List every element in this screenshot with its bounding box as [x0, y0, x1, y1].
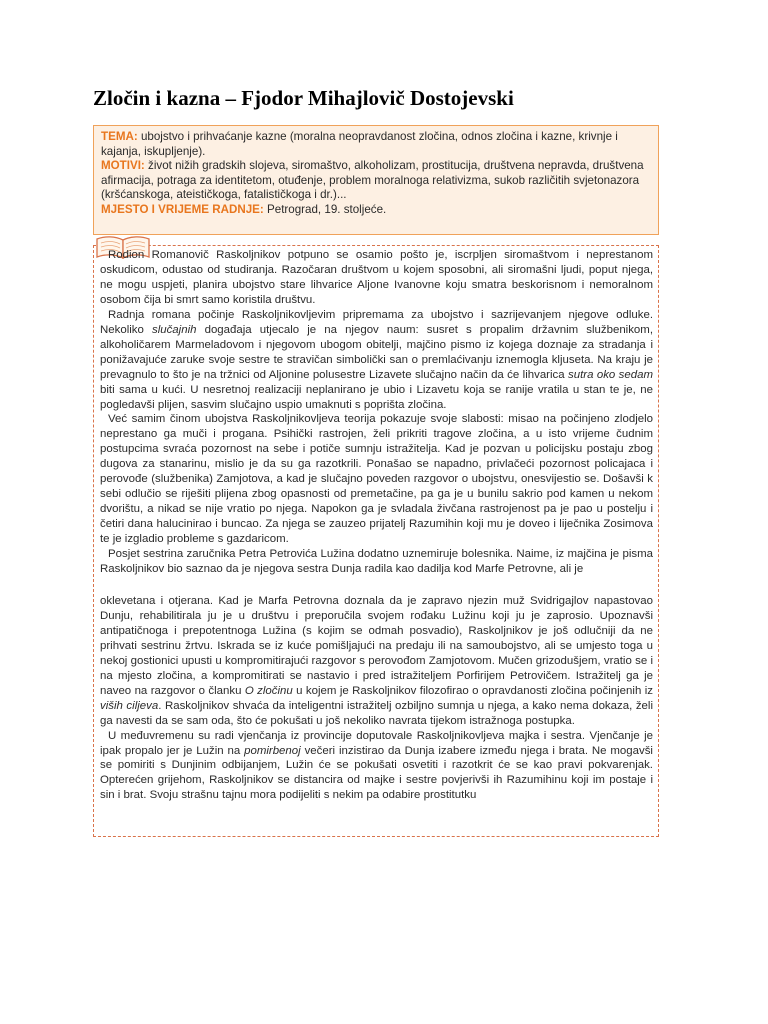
page-title: Zločin i kazna – Fjodor Mihajlovič Dostojevski [93, 86, 514, 110]
body-text-part1 [100, 248, 653, 577]
mjesto-row [101, 203, 652, 218]
paragraph: Radnja romana počinje Raskoljnikovljevim pripremama za ubojstvo i sazrijevanjem njegove odluke. Nekoliko slučajnih događaja utjecalo je na njegov naum: susret s propalim državnim službenikom, alkoholičarem Marmeladovom i njegovom ubogom obitelji, majčino pismo iz kojega doznaje za stradanja i ponižavajuće zaruke svoje sestre te stravičan simbolički san o premlaćivanju iznemogla kljuseta. Na kraju je prevagnulo to što je na tržnici od Aljonine polusestre Lizavete slučajno način da će lihvarica sutra oko sedam biti sama u kući. U nesretnoj realizaciji neplanirano je ubio i Lizavetu koja se ranije vratila u stan te je, ne pogledavši plijen, sasvim slučajno uspio umaknuti s poprišta zločina. [100, 308, 654, 411]
motivi-text: život nižih gradskih slojeva, siromaštvo, alkoholizam, prostitucija, društvena nepravda, društvena afirmacija, potraga za identitetom, otuđenje, problem moralnoga relativizma, sukob različitih svjetonazora (kršćanskoga, ateističkoga, fatalističkoga i dr.)... [101, 159, 644, 202]
paragraph: U međuvremenu su radi vjenčanja iz provincije doputovale Raskoljnikovljeva majka i sestra. Vjenčanje je ipak propalo jer je Lužin na pomirbenoj večeri inzistirao da Dunja izabere između njega i brata. Ne mogavši se pomiriti s Dunjinim odbijanjem, Lužin će se pokušati osvetiti i razotkrit će se kao pravi pokvarenjak. Opterećen grijehom, Raskoljnikov se distancira od majke i sestre povjerivši ih Razumihinu koji im postaje i sin i brat. Svoju strašnu tajnu mora podijeliti s nekim pa odabire prostitutku [100, 729, 653, 802]
motivi-label: MOTIVI: [101, 159, 145, 173]
motivi-row [101, 159, 652, 203]
paragraph: Posjet sestrina zaručnika Petra Petrovića Lužina dodatno uznemiruje bolesnika. Naime, iz majčina je pisma Raskoljnikov bio saznao da je njegova sestra Dunja radila kao dadilja kod Marfe Petrovne, ali je [100, 548, 653, 576]
paragraph: oklevetana i otjerana. Kad je Marfa Petrovna doznala da je zapravo njezin muž Svidrigajlov napastovao Dunju, rehabilitirala ju je u društvu i preporučila svojem rođaku Lužinu koji ju je zaprosio. Upoznavši antipatičnoga i prepotentnoga Lužina (s kojim se odmah posvadio), Raskoljnikov je još odlučniji da ne prihvati sestrinu žrtvu. Iskrada se iz kuće pomišljajući na predaju ili na samoubojstvo, ali se umjesto toga u nekoj gostionici upusti u kompromitirajući razgovor s perovođom Zamjotovom. Mučen grizodušjem, vratio se i na mjesto zločina, a kompromitirati se nastavio i pred istražiteljem Porfirijem Petrovičem. Istražitelj ga je naveo na razgovor o članku O zločinu u kojem je Raskoljnikov filozofirao o opravdanosti zločina počinjenih iz viših ciljeva. Raskoljnikov shvaća da inteligentni istražitelj ozbiljno sumnja u njega, a kako nema dokaza, želi ga navesti da se sam oda, što će pokušati u još nekoliko navrata tijekom istražnoga postupka. [100, 595, 653, 727]
paragraph: Već samim činom ubojstva Raskoljnikovljeva teorija pokazuje svoje slabosti: misao na počinjeno zlodjelo neprestano ga muči i progana. Psihički rastrojen, želi prikriti tragove zločina, a u isto vrijeme čudnim postupcima svraća pozornost na sebe i potiče sumnju istražitelja. Kad je pozvan u policijsku postaju zbog dugova za stanarinu, mislio je da su ga razotkrili. Ponašao se napadno, privlačeći pozornost policajaca i perovođe (službenika) Zamjotova, a kad je slučajno poveden razgovor o ubojstvu, onesvijestio se. Došavši k sebi odlučio se riješiti plijena zbog opasnosti od premetačine, pa ga je u bunilu sakrio pod kamen u nekom dvorištu, a nikad se nije vratio po njega. Napokon ga je svladala živčana rastrojenost pa je pao u postelju i četiri dana halucinirao i buncao. Za njega se zauzeo prijatelj Razumihin koji mu je doveo i liječnika Zosimova te je izgladio probleme s gazdaricom. [100, 413, 653, 546]
mjesto-text: Petrograd, 19. stoljeće. [267, 202, 387, 216]
tema-label: TEMA: [101, 130, 138, 143]
summary-box [93, 125, 659, 235]
body-text-part2 [100, 594, 653, 803]
tema-row [101, 130, 652, 159]
mjesto-label: MJESTO I VRIJEME RADNJE: [101, 202, 264, 216]
paragraph: Rodion Romanovič Raskoljnikov potpuno se osamio pošto je, iscrpljen siromaštvom i neprestanom oskudicom, odustao od studiranja. Razočaran društvom u kojem sposobni, ali siromašni ljudi, poput njega, ne mogu uspjeti, planira ubojstvo stare lihvarice Aljone Ivanovne koju smatra beskorisnom i nemoralnom osobom čija bi smrt samo koristila društvu. [100, 249, 653, 306]
tema-text: ubojstvo i prihvaćanje kazne (moralna neopravdanost zločina, odnos zločina i kazne, krivnje i kajanja, iskupljenje). [101, 130, 618, 158]
